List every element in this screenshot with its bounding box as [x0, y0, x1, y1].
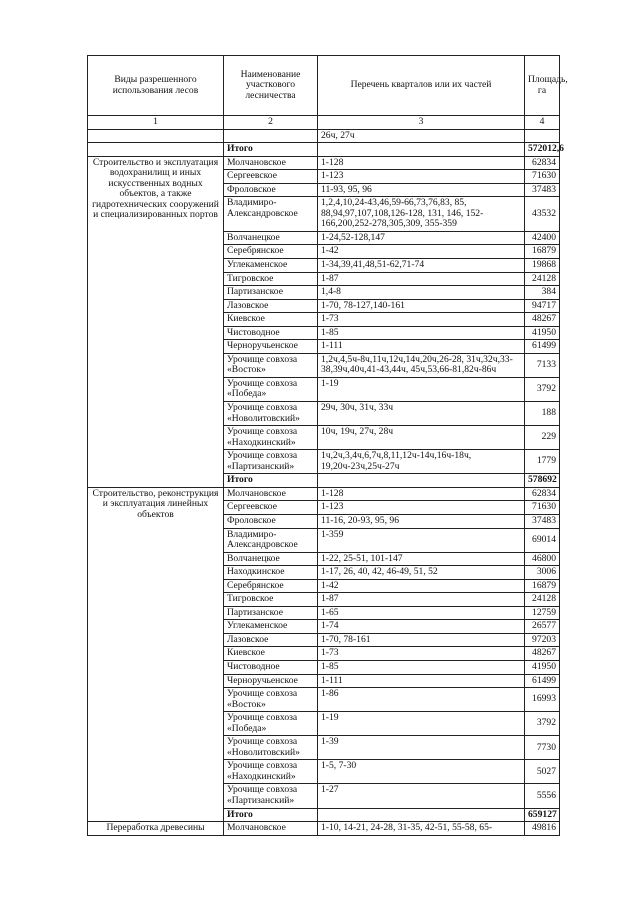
- area-value: 5027: [525, 760, 560, 784]
- use-type-cell: Переработка древесины: [88, 822, 224, 836]
- quarters-list: 1-85: [318, 326, 525, 340]
- forestry-name: Углекаменское: [224, 620, 318, 634]
- header-forestry: Наименование участкового лесничества: [224, 56, 318, 116]
- forestry-name: Серебрянское: [224, 245, 318, 259]
- forestry-name: Урочище совхоза «Новолитовский»: [224, 402, 318, 426]
- column-number: 1: [88, 116, 224, 130]
- forestry-name: Волчанецкое: [224, 552, 318, 566]
- forestry-name: Киевское: [224, 313, 318, 327]
- forestry-name: Волчанецкое: [224, 231, 318, 245]
- forestry-name: Киевское: [224, 647, 318, 661]
- area-value: 5556: [525, 784, 560, 808]
- area-value: 384: [525, 286, 560, 300]
- area-value: 62834: [525, 487, 560, 501]
- empty-cell: [525, 129, 560, 143]
- area-value: 19868: [525, 259, 560, 273]
- quarters-list: 1-87: [318, 593, 525, 607]
- quarters-list: 1-17, 26, 40, 42, 46-49, 51, 52: [318, 566, 525, 580]
- quarters-list: 1-359: [318, 528, 525, 552]
- area-value: 12759: [525, 606, 560, 620]
- total-label: Итого: [224, 143, 318, 157]
- area-value: 16879: [525, 579, 560, 593]
- quarters-list: 1-123: [318, 170, 525, 184]
- header-area: Площадь, га: [525, 56, 560, 116]
- area-value: 3006: [525, 566, 560, 580]
- forestry-name: Урочище совхоза «Восток»: [224, 353, 318, 377]
- area-value: 48267: [525, 647, 560, 661]
- forestry-name: Сергеевское: [224, 170, 318, 184]
- table-row: [88, 487, 560, 501]
- area-value: 188: [525, 402, 560, 426]
- quarters-list: 1-123: [318, 501, 525, 515]
- forestry-name: Лазовское: [224, 299, 318, 313]
- quarters-list: 29ч, 30ч, 31ч, 33ч: [318, 402, 525, 426]
- column-number-row: [88, 116, 560, 130]
- quarters-list: 1-19: [318, 712, 525, 736]
- area-value: 41950: [525, 660, 560, 674]
- forestry-name: Сергеевское: [224, 501, 318, 515]
- quarters-list: 1-128: [318, 487, 525, 501]
- forestry-name: Урочище совхоза «Восток»: [224, 688, 318, 712]
- forestry-name: Урочище совхоза «Победа»: [224, 377, 318, 401]
- empty-cell: [318, 474, 525, 488]
- area-value: 46800: [525, 552, 560, 566]
- quarters-list: 1-42: [318, 245, 525, 259]
- area-value: 71630: [525, 170, 560, 184]
- forestry-name: Владимиро-Александровское: [224, 197, 318, 232]
- quarters-list: 1-39: [318, 736, 525, 760]
- forestry-name: Лазовское: [224, 633, 318, 647]
- quarters-list: 1-128: [318, 156, 525, 170]
- header-row: [88, 56, 560, 116]
- quarters-list: 1-86: [318, 688, 525, 712]
- forestry-name: Молчановское: [224, 156, 318, 170]
- forestry-name: Урочище совхоза «Новолитовский»: [224, 736, 318, 760]
- area-value: 24128: [525, 593, 560, 607]
- empty-cell: [88, 129, 224, 143]
- area-value: 16993: [525, 688, 560, 712]
- quarters-list: 1-111: [318, 340, 525, 354]
- forestry-name: Углекаменское: [224, 259, 318, 273]
- area-value: 49816: [525, 822, 560, 836]
- forest-use-table: [87, 55, 568, 836]
- area-value: 71630: [525, 501, 560, 515]
- total-label: Итого: [224, 474, 318, 488]
- use-type-cell: Строительство и эксплуатация водохранилищ и иных искусственных водных объектов, а также гидротехнических сооружений и специализированных портов: [88, 156, 224, 487]
- total-area: 572012,6: [525, 143, 560, 157]
- area-value: 24128: [525, 272, 560, 286]
- area-value: 42400: [525, 231, 560, 245]
- forestry-name: Фроловское: [224, 183, 318, 197]
- quarters-list: 1-34,39,41,48,51-62,71-74: [318, 259, 525, 273]
- area-value: 37483: [525, 514, 560, 528]
- quarters-list: 1ч,2ч,3,4ч,6,7ч,8,11,12ч-14ч,16ч-18ч, 19,20ч-23ч,25ч-27ч: [318, 450, 525, 474]
- forestry-name: Урочище совхоза «Партизанский»: [224, 784, 318, 808]
- quarters-list: 10ч, 19ч, 27ч, 28ч: [318, 426, 525, 450]
- area-value: 37483: [525, 183, 560, 197]
- quarters-list: 1-73: [318, 647, 525, 661]
- continuation-row: [88, 129, 560, 143]
- area-value: 61499: [525, 340, 560, 354]
- quarters-list: 1-27: [318, 784, 525, 808]
- table-row: [88, 156, 560, 170]
- header-use-type: Виды разрешенного использования лесов: [88, 56, 224, 116]
- area-value: 62834: [525, 156, 560, 170]
- header-quarters: Перечень кварталов или их частей: [318, 56, 525, 116]
- continuation-quarters: 26ч, 27ч: [318, 129, 525, 143]
- area-value: 43532: [525, 197, 560, 232]
- quarters-list: 1-87: [318, 272, 525, 286]
- quarters-list: 1-73: [318, 313, 525, 327]
- forestry-name: Партизанское: [224, 286, 318, 300]
- quarters-list: 1-70, 78-127,140-161: [318, 299, 525, 313]
- forestry-name: Молчановское: [224, 822, 318, 836]
- area-value: 69014: [525, 528, 560, 552]
- quarters-list: 11-93, 95, 96: [318, 183, 525, 197]
- quarters-list: 1-24,52-128,147: [318, 231, 525, 245]
- column-number: 4: [525, 116, 560, 130]
- area-value: 97203: [525, 633, 560, 647]
- quarters-list: 1,2ч,4,5ч-8ч,11ч,12ч,14ч,20ч,26-28, 31ч,32ч,33-38,39ч,40ч,41-43,44ч, 45ч,53,66-81,82ч-86ч: [318, 353, 525, 377]
- area-value: 61499: [525, 674, 560, 688]
- area-value: 3792: [525, 377, 560, 401]
- column-number: 2: [224, 116, 318, 130]
- forestry-name: Тигровское: [224, 593, 318, 607]
- empty-cell: [318, 808, 525, 822]
- use-type-cell: Строительство, реконструкция и эксплуатация линейных объектов: [88, 487, 224, 821]
- quarters-list: 1,4-8: [318, 286, 525, 300]
- quarters-list: 1-111: [318, 674, 525, 688]
- area-value: 94717: [525, 299, 560, 313]
- area-value: 41950: [525, 326, 560, 340]
- empty-cell: [88, 143, 224, 157]
- area-value: 7133: [525, 353, 560, 377]
- quarters-list: 1-70, 78-161: [318, 633, 525, 647]
- table-body: [88, 56, 568, 836]
- forestry-name: Черноручьенское: [224, 340, 318, 354]
- total-area: 578692: [525, 474, 560, 488]
- forestry-name: Урочище совхоза «Победа»: [224, 712, 318, 736]
- quarters-list: 1-74: [318, 620, 525, 634]
- forestry-name: Урочище совхоза «Находкинский»: [224, 760, 318, 784]
- total-row: [88, 143, 560, 157]
- table-row: [88, 822, 560, 836]
- area-value: 48267: [525, 313, 560, 327]
- forestry-name: Тигровское: [224, 272, 318, 286]
- forestry-name: Партизанское: [224, 606, 318, 620]
- forestry-name: Серебрянское: [224, 579, 318, 593]
- forestry-name: Урочище совхоза «Находкинский»: [224, 426, 318, 450]
- quarters-list: 1,2,4,10,24-43,46,59-66,73,76,83, 85, 88,94,97,107,108,126-128, 131, 146, 152-166,200,252-278,305,309, 355-359: [318, 197, 525, 232]
- forestry-name: Чистоводное: [224, 326, 318, 340]
- area-value: 7730: [525, 736, 560, 760]
- area-value: 3792: [525, 712, 560, 736]
- area-value: 1779: [525, 450, 560, 474]
- quarters-list: 1-42: [318, 579, 525, 593]
- quarters-list: 11-16, 20-93, 95, 96: [318, 514, 525, 528]
- forestry-name: Чистоводное: [224, 660, 318, 674]
- quarters-list: 1-85: [318, 660, 525, 674]
- total-label: Итого: [224, 808, 318, 822]
- quarters-list: 1-5, 7-30: [318, 760, 525, 784]
- area-value: 26577: [525, 620, 560, 634]
- area-value: 229: [525, 426, 560, 450]
- forestry-name: Черноручьенское: [224, 674, 318, 688]
- forestry-name: Находкинское: [224, 566, 318, 580]
- forestry-name: Урочище совхоза «Партизанский»: [224, 450, 318, 474]
- column-number: 3: [318, 116, 525, 130]
- empty-cell: [318, 143, 525, 157]
- forestry-name: Владимиро-Александровское: [224, 528, 318, 552]
- empty-cell: [224, 129, 318, 143]
- total-area: 659127: [525, 808, 560, 822]
- area-value: 16879: [525, 245, 560, 259]
- quarters-list: 1-19: [318, 377, 525, 401]
- quarters-list: 1-22, 25-51, 101-147: [318, 552, 525, 566]
- quarters-list: 1-65: [318, 606, 525, 620]
- quarters-list: 1-10, 14-21, 24-28, 31-35, 42-51, 55-58, 65-: [318, 822, 525, 836]
- forestry-name: Молчановское: [224, 487, 318, 501]
- forestry-name: Фроловское: [224, 514, 318, 528]
